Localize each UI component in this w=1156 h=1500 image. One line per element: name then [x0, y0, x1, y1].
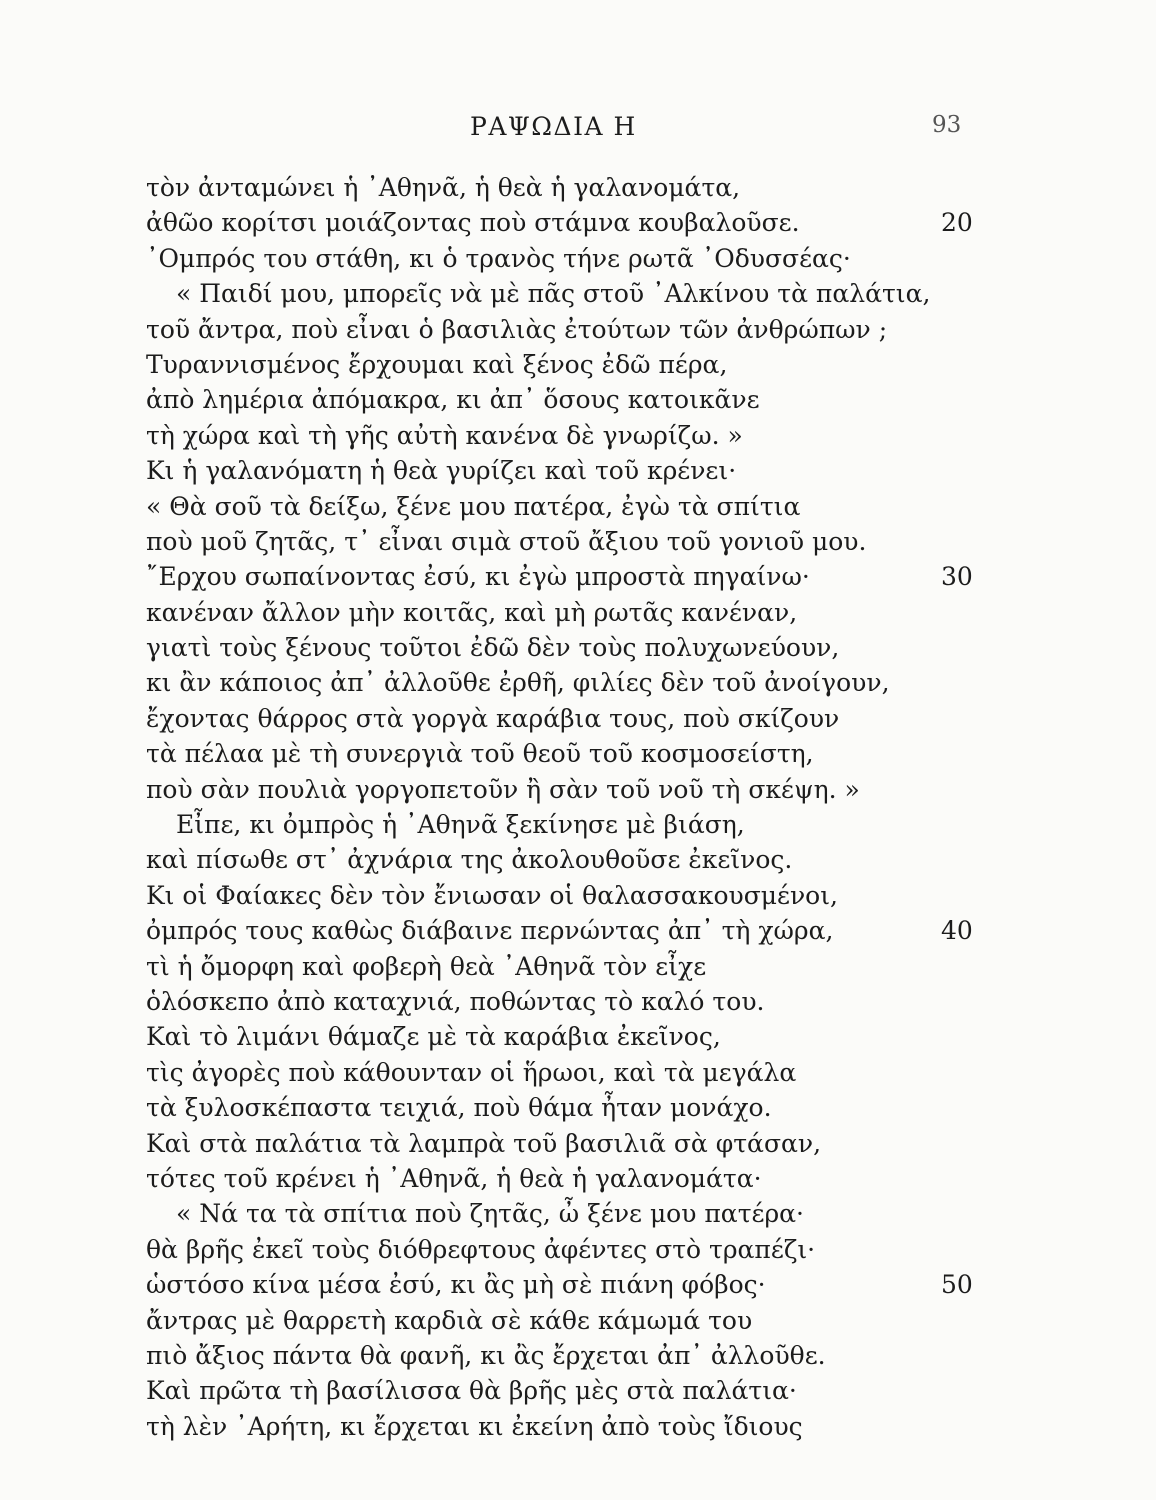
verse-line: [146, 453, 1046, 488]
verse-line: [146, 170, 1046, 205]
verse-text: κανέναν ἄλλον μὴν κοιτᾶς, καὶ μὴ ρωτᾶς κανέναν,: [146, 597, 798, 627]
verse-line: [146, 1019, 1046, 1054]
chapter-title: ΡΑΨΩΔΙΑ Η: [470, 112, 637, 141]
verse-text: « Θὰ σοῦ τὰ δείξω, ξένε μου πατέρα, ἐγὼ τὰ σπίτια: [146, 491, 801, 521]
verse-line: [146, 701, 1046, 736]
verse-text: ἀπὸ λημέρια ἀπόμακρα, κι ἀπ᾿ ὅσους κατοικᾶνε: [146, 385, 760, 415]
verse-text: Εἶπε, κι ὀμπρὸς ἡ ᾿Αθηνᾶ ξεκίνησε μὲ βιάση,: [176, 810, 745, 840]
verse-text: ὀμπρός τους καθὼς διάβαινε περνώντας ἀπ᾿ τὴ χώρα,: [146, 916, 834, 946]
verse-text: ὁλόσκεπο ἀπὸ καταχνιά, ποθώντας τὸ καλό του.: [146, 986, 765, 1016]
page-number: 93: [932, 112, 962, 138]
verse-line: [146, 312, 1046, 347]
verse-text: ὡστόσο κίνα μέσα ἐσύ, κι ἂς μὴ σὲ πιάνη φόβος·: [146, 1270, 766, 1300]
verse-line: [146, 736, 1046, 771]
verse-text: ἄντρας μὲ θαρρετὴ καρδιὰ σὲ κάθε κάμωμά του: [146, 1305, 753, 1335]
verse-line: [146, 772, 1046, 807]
verse-line: [146, 842, 1046, 877]
verse-line: [146, 1267, 1046, 1302]
line-number: 20: [941, 208, 973, 238]
verse-line: [146, 1161, 1046, 1196]
verse-text: τότες τοῦ κρένει ἡ ᾿Αθηνᾶ, ἡ θεὰ ἡ γαλανομάτα·: [146, 1163, 762, 1193]
verse-text: ἀθῶο κορίτσι μοιάζοντας ποὺ στάμνα κουβαλοῦσε.: [146, 208, 800, 238]
verse-text: τὶ ἡ ὄμορφη καὶ φοβερὴ θεὰ ᾿Αθηνᾶ τὸν εἶχε: [146, 951, 707, 981]
verse-text: Καὶ στὰ παλάτια τὰ λαμπρὰ τοῦ βασιλιᾶ σὰ φτάσαν,: [146, 1128, 822, 1158]
verse-line: [146, 1232, 1046, 1267]
verse-line: [146, 524, 1046, 559]
verse-line: [146, 984, 1046, 1019]
verse-line: [146, 205, 1046, 240]
verse-line: [146, 347, 1046, 382]
verse-text: « Παιδί μου, μπορεῖς νὰ μὲ πᾶς στοῦ ᾿Αλκίνου τὰ παλάτια,: [176, 279, 931, 309]
verse-text: πιὸ ἄξιος πάντα θὰ φανῆ, κι ἂς ἔρχεται ἀπ᾿ ἀλλοῦθε.: [146, 1340, 826, 1370]
verse-line: [146, 382, 1046, 417]
verse-text: γιατὶ τοὺς ξένους τοῦτοι ἐδῶ δὲν τοὺς πολυχωνεύουν,: [146, 633, 840, 663]
verse-line: [146, 913, 1046, 948]
verse-line: [146, 1055, 1046, 1090]
verse-text: θὰ βρῆς ἐκεῖ τοὺς διόθρεφτους ἀφέντες στὸ τραπέζι·: [146, 1234, 816, 1264]
verse-text: Τυραννισμένος ἔρχουμαι καὶ ξένος ἐδῶ πέρα,: [146, 349, 728, 379]
verse-line: [146, 1303, 1046, 1338]
verse-text: ποὺ μοῦ ζητᾶς, τ᾿ εἶναι σιμὰ στοῦ ἄξιου τοῦ γονιοῦ μου.: [146, 526, 867, 556]
verse-line: [146, 1090, 1046, 1125]
verse-line: [146, 630, 1046, 665]
verse-line: [146, 241, 1046, 276]
verse-text: Καὶ τὸ λιμάνι θάμαζε μὲ τὰ καράβια ἐκεῖνος,: [146, 1022, 721, 1052]
verse-line: [146, 1409, 1046, 1444]
verse-line: [146, 418, 1046, 453]
verse-line: [146, 1196, 1046, 1231]
verse-text: « Νά τα τὰ σπίτια ποὺ ζητᾶς, ὦ ξένε μου πατέρα·: [176, 1199, 805, 1229]
line-number: 40: [941, 916, 973, 946]
verse-text: τὰ ξυλοσκέπαστα τειχιά, ποὺ θάμα ἦταν μονάχο.: [146, 1093, 772, 1123]
verse-line: [146, 276, 1046, 311]
verse-text: τὶς ἀγορὲς ποὺ κάθουνταν οἱ ἥρωοι, καὶ τὰ μεγάλα: [146, 1057, 797, 1087]
verse-text: Κι ἡ γαλανόματη ἡ θεὰ γυρίζει καὶ τοῦ κρένει·: [146, 456, 737, 486]
verse-line: [146, 595, 1046, 630]
verse-text: Καὶ πρῶτα τὴ βασίλισσα θὰ βρῆς μὲς στὰ παλάτια·: [146, 1376, 797, 1406]
verse-line: [146, 1373, 1046, 1408]
verse-line: [146, 489, 1046, 524]
verse-text: τὴ λὲν ᾿Αρήτη, κι ἔρχεται κι ἐκείνη ἀπὸ τοὺς ἴδιους: [146, 1411, 803, 1441]
verse-text: ῎Ερχου σωπαίνοντας ἐσύ, κι ἐγὼ μπροστὰ πηγαίνω·: [146, 562, 810, 592]
line-number: 50: [941, 1270, 973, 1300]
verse-line: [146, 807, 1046, 842]
verse-line: [146, 949, 1046, 984]
line-number: 30: [941, 562, 973, 592]
verse-text: κι ἂν κάποιος ἀπ᾿ ἀλλοῦθε ἐρθῆ, φιλίες δὲν τοῦ ἀνοίγουν,: [146, 668, 890, 698]
verse-line: [146, 878, 1046, 913]
verse-line: [146, 1338, 1046, 1373]
verse-text: Κι οἱ Φαίακες δὲν τὸν ἔνιωσαν οἱ θαλασσακουσμένοι,: [146, 880, 838, 910]
verse-text: τοῦ ἄντρα, ποὺ εἶναι ὁ βασιλιὰς ἐτούτων τῶν ἀνθρώπων ;: [146, 314, 888, 344]
verse-line: [146, 1126, 1046, 1161]
verse-text: τὴ χώρα καὶ τὴ γῆς αὐτὴ κανένα δὲ γνωρίζω. »: [146, 420, 743, 450]
verse-text: ποὺ σὰν πουλιὰ γοργοπετοῦν ἢ σὰν τοῦ νοῦ τὴ σκέψη. »: [146, 774, 860, 804]
running-head: [0, 112, 1156, 152]
verse-text: ᾿Ομπρός του στάθη, κι ὁ τρανὸς τήνε ρωτᾶ ᾿Οδυσσέας·: [146, 243, 851, 273]
verse-text: τὸν ἀνταμώνει ἡ ᾿Αθηνᾶ, ἡ θεὰ ἡ γαλανομάτα,: [146, 173, 741, 202]
verse-line: [146, 559, 1046, 594]
verse-text: τὰ πέλαα μὲ τὴ συνεργιὰ τοῦ θεοῦ τοῦ κοσμοσείστη,: [146, 739, 814, 769]
verse-text: καὶ πίσωθε στ᾿ ἀχνάρια της ἀκολουθοῦσε ἐκεῖνος.: [146, 845, 793, 875]
verse-line: [146, 665, 1046, 700]
verse-block: [146, 170, 1046, 1444]
verse-text: ἔχοντας θάρρος στὰ γοργὰ καράβια τους, ποὺ σκίζουν: [146, 703, 840, 733]
